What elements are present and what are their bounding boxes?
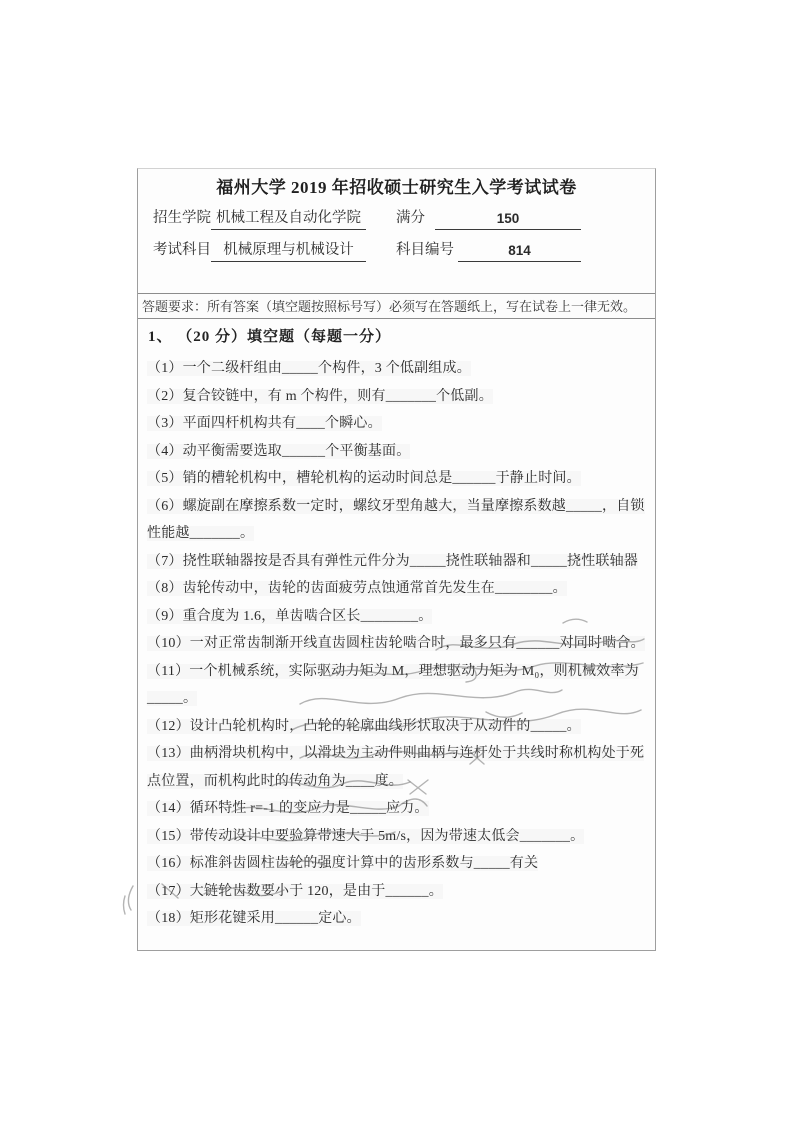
section-1-heading: 1、 （20 分）填空题（每题一分） bbox=[148, 329, 392, 345]
subject-code-label: 科目编号 bbox=[396, 242, 454, 258]
question-item-3: （3）平面四杆机构共有____个瞬心。 bbox=[147, 416, 382, 431]
question-item-16: （16）标准斜齿圆柱齿轮的强度计算中的齿形系数与_____有关 bbox=[147, 856, 539, 871]
exam-subject-label: 考试科目 bbox=[153, 242, 211, 258]
question-item-1: （1）一个二级杆组由_____个构件，3 个低副组成。 bbox=[147, 361, 471, 376]
question-item-12: （12）设计凸轮机构时，凸轮的轮廓曲线形状取决于从动件的_____。 bbox=[147, 718, 581, 734]
full-score-label: 满分 bbox=[396, 210, 425, 226]
question-item-14: （14）循环特性 r=-1 的变应力是_____应力。 bbox=[147, 801, 429, 816]
answer-requirement-notice: 答题要求：所有答案（填空题按照标号写）必须写在答题纸上，写在试卷上一律无效。 bbox=[138, 293, 655, 319]
exam-subject-value: 机械原理与机械设计 bbox=[211, 240, 366, 262]
question-item-13: （13）曲柄滑块机构中，以滑块为主动件则曲柄与连杆处于共线时称机构处于死点位置，而机构此时的传动角为____度。 bbox=[147, 746, 645, 789]
question-item-5: （5）销的槽轮机构中，槽轮机构的运动时间总是______于静止时间。 bbox=[147, 471, 581, 486]
question-item-6: （6）螺旋副在摩擦系数一定时，螺纹牙型角越大，当量摩擦系数越_____，自锁性能越_______。 bbox=[147, 498, 645, 541]
question-item-8: （8）齿轮传动中，齿轮的齿面疲劳点蚀通常首先发生在________。 bbox=[147, 581, 567, 596]
exam-paper-frame bbox=[137, 168, 656, 951]
question-item-15: （15）带传动设计中要验算带速大于 5m/s，因为带速太低会_______。 bbox=[147, 828, 585, 844]
admission-college-label: 招生学院 bbox=[153, 210, 211, 226]
question-item-4: （4）动平衡需要选取______个平衡基面。 bbox=[147, 443, 411, 459]
question-item-11: （11）一个机械系统，实际驱动力矩为 M，理想驱动力矩为 M₀，则机械效率为_____。 bbox=[147, 663, 639, 706]
full-score-value: 150 bbox=[435, 208, 581, 230]
question-item-10: （10）一对正常齿制渐开线直齿圆柱齿轮啮合时，最多只有______对同时啮合。 bbox=[147, 636, 645, 651]
exam-title: 福州大学 2019 年招收硕士研究生入学考试试卷 bbox=[216, 178, 577, 197]
question-item-18: （18）矩形花键采用______定心。 bbox=[147, 911, 361, 926]
question-item-2: （2）复合铰链中，有 m 个构件，则有_______个低副。 bbox=[147, 388, 493, 404]
question-item-17: （17）大链轮齿数要小于 120，是由于______。 bbox=[147, 883, 443, 899]
subject-code-value: 814 bbox=[458, 240, 581, 262]
question-item-7: （7）挠性联轴器按是否具有弹性元件分为_____挠性联轴器和_____挠性联轴器 bbox=[147, 553, 638, 569]
question-item-9: （9）重合度为 1.6，单齿啮合区长________。 bbox=[147, 608, 433, 624]
admission-college-value: 机械工程及自动化学院 bbox=[211, 208, 366, 230]
fill-in-blank-question-list bbox=[138, 355, 655, 933]
